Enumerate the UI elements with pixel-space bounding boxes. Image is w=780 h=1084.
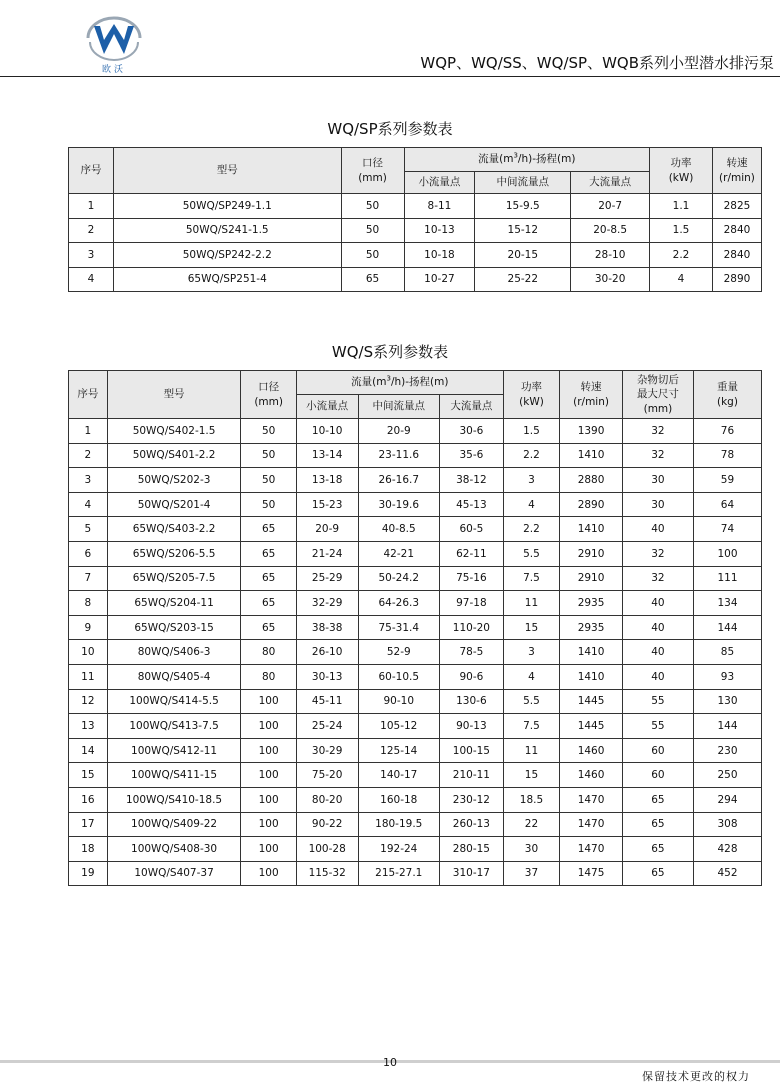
table-cell: 100-28 — [296, 837, 358, 862]
table-cell: 65 — [241, 566, 296, 591]
table-cell: 1 — [69, 419, 108, 444]
table-cell: 26-16.7 — [358, 468, 440, 493]
table-cell: 28-10 — [571, 243, 650, 268]
table-cell: 100 — [241, 738, 296, 763]
table-cell: 4 — [503, 492, 559, 517]
table-cell: 90-22 — [296, 812, 358, 837]
table-cell: 30-13 — [296, 664, 358, 689]
table-cell: 1460 — [560, 763, 623, 788]
table-cell: 2910 — [560, 566, 623, 591]
table-cell: 4 — [69, 267, 114, 292]
header-rule — [0, 76, 780, 77]
table-cell: 11 — [503, 591, 559, 616]
table-cell: 1470 — [560, 787, 623, 812]
table-cell: 40 — [622, 615, 693, 640]
table-cell: 4 — [503, 664, 559, 689]
table-cell: 18 — [69, 837, 108, 862]
table-row — [69, 566, 762, 591]
header-caliber: 口径 (mm) — [241, 371, 296, 419]
table-cell: 1410 — [560, 640, 623, 665]
logo-text: 欧沃 — [101, 65, 126, 75]
table-cell: 75-31.4 — [358, 615, 440, 640]
table-cell: 50 — [241, 443, 296, 468]
table-row — [69, 615, 762, 640]
table-cell: 144 — [693, 714, 761, 739]
table-cell: 10-27 — [404, 267, 475, 292]
table-cell: 2935 — [560, 615, 623, 640]
table-cell: 308 — [693, 812, 761, 837]
table-cell: 20-9 — [358, 419, 440, 444]
header-weight: 重量 (kg) — [693, 371, 761, 419]
table-cell: 100-15 — [440, 738, 504, 763]
table-cell: 2890 — [560, 492, 623, 517]
table-cell: 50WQ/S201-4 — [107, 492, 241, 517]
table-cell: 90-6 — [440, 664, 504, 689]
table-cell: 20-8.5 — [571, 218, 650, 243]
table-cell: 50-24.2 — [358, 566, 440, 591]
table-cell: 45-11 — [296, 689, 358, 714]
table-cell: 2825 — [712, 194, 761, 219]
table-cell: 32 — [622, 419, 693, 444]
table-cell: 100WQ/S408-30 — [107, 837, 241, 862]
wq-s-parameter-table — [68, 370, 762, 886]
table-cell: 7 — [69, 566, 108, 591]
table-cell: 100WQ/S413-7.5 — [107, 714, 241, 739]
table-cell: 100 — [241, 689, 296, 714]
table-cell: 50 — [241, 492, 296, 517]
table-cell: 100 — [241, 837, 296, 862]
table-cell: 110-20 — [440, 615, 504, 640]
table-row — [69, 443, 762, 468]
table-cell: 26-10 — [296, 640, 358, 665]
table-cell: 42-21 — [358, 541, 440, 566]
table-cell: 13 — [69, 714, 108, 739]
table-cell: 40 — [622, 640, 693, 665]
table-cell: 75-20 — [296, 763, 358, 788]
header-large-flow: 大流量点 — [571, 172, 650, 194]
table-cell: 2880 — [560, 468, 623, 493]
header-speed: 转速 (r/min) — [712, 148, 761, 194]
table-cell: 30 — [503, 837, 559, 862]
header-flow-head: 流量$(m^3/h)-$扬程(m) — [404, 148, 650, 172]
table-cell: 80WQ/S405-4 — [107, 664, 241, 689]
table-cell: 90-10 — [358, 689, 440, 714]
table-cell: 23-11.6 — [358, 443, 440, 468]
table-cell: 100WQ/S410-18.5 — [107, 787, 241, 812]
table-cell: 65WQ/SP251-4 — [113, 267, 341, 292]
table-cell: 50 — [241, 468, 296, 493]
table-cell: 1470 — [560, 812, 623, 837]
table-cell: 64-26.3 — [358, 591, 440, 616]
table-row — [69, 714, 762, 739]
table-cell: 30 — [622, 468, 693, 493]
table-cell: 10-10 — [296, 419, 358, 444]
table-cell: 30 — [622, 492, 693, 517]
table-cell: 25-24 — [296, 714, 358, 739]
table-cell: 62-11 — [440, 541, 504, 566]
table-cell: 180-19.5 — [358, 812, 440, 837]
table-cell: 111 — [693, 566, 761, 591]
table-cell: 250 — [693, 763, 761, 788]
table-cell: 5 — [69, 517, 108, 542]
table-cell: 65WQ/S204-11 — [107, 591, 241, 616]
table-cell: 130 — [693, 689, 761, 714]
table-cell: 2890 — [712, 267, 761, 292]
table-cell: 45-13 — [440, 492, 504, 517]
table-cell: 80 — [241, 640, 296, 665]
table-cell: 65 — [622, 812, 693, 837]
table-cell: 65WQ/S205-7.5 — [107, 566, 241, 591]
table-cell: 19 — [69, 861, 108, 886]
header-speed: 转速 (r/min) — [560, 371, 623, 419]
table-cell: 5.5 — [503, 541, 559, 566]
table-cell: 1410 — [560, 443, 623, 468]
table-cell: 40 — [622, 664, 693, 689]
table-row — [69, 837, 762, 862]
table-cell: 40 — [622, 591, 693, 616]
table-cell: 64 — [693, 492, 761, 517]
table-cell: 15-23 — [296, 492, 358, 517]
table-cell: 100 — [241, 714, 296, 739]
table-cell: 65 — [241, 591, 296, 616]
table-cell: 60 — [622, 738, 693, 763]
table-row — [69, 541, 762, 566]
table-cell: 50WQ/SP249-1.1 — [113, 194, 341, 219]
table-cell: 50WQ/S202-3 — [107, 468, 241, 493]
table2-body — [69, 419, 762, 886]
table-cell: 10WQ/S407-37 — [107, 861, 241, 886]
table-cell: 80 — [241, 664, 296, 689]
table-cell: 3 — [69, 468, 108, 493]
table-cell: 65 — [622, 837, 693, 862]
table-cell: 65 — [241, 541, 296, 566]
table-row — [69, 812, 762, 837]
table-cell: 2910 — [560, 541, 623, 566]
table-cell: 65WQ/S206-5.5 — [107, 541, 241, 566]
table-cell: 2.2 — [503, 443, 559, 468]
table-cell: 12 — [69, 689, 108, 714]
table-cell: 4 — [69, 492, 108, 517]
table-cell: 1390 — [560, 419, 623, 444]
table-cell: 100WQ/S412-11 — [107, 738, 241, 763]
table-cell: 100 — [693, 541, 761, 566]
table-cell: 50 — [341, 243, 404, 268]
wq-sp-parameter-table — [68, 147, 762, 292]
header-power: 功率 (kW) — [650, 148, 713, 194]
table-cell: 144 — [693, 615, 761, 640]
table-cell: 1.5 — [503, 419, 559, 444]
table-row — [69, 194, 762, 219]
table-cell: 65 — [241, 517, 296, 542]
table-cell: 65 — [241, 615, 296, 640]
table-cell: 5.5 — [503, 689, 559, 714]
table-cell: 50WQ/S401-2.2 — [107, 443, 241, 468]
table-cell: 1445 — [560, 689, 623, 714]
table-cell: 125-14 — [358, 738, 440, 763]
table-cell: 1445 — [560, 714, 623, 739]
page-number: 10 — [383, 1056, 397, 1069]
table-cell: 1460 — [560, 738, 623, 763]
table-cell: 140-17 — [358, 763, 440, 788]
table-cell: 65WQ/S203-15 — [107, 615, 241, 640]
table-row — [69, 517, 762, 542]
table-cell: 97-18 — [440, 591, 504, 616]
table-cell: 11 — [503, 738, 559, 763]
table-cell: 15 — [69, 763, 108, 788]
table-cell: 35-6 — [440, 443, 504, 468]
header-power: 功率 (kW) — [503, 371, 559, 419]
table-row — [69, 787, 762, 812]
table-cell: 15 — [503, 615, 559, 640]
table-cell: 1410 — [560, 517, 623, 542]
table-cell: 50 — [341, 218, 404, 243]
table-cell: 100 — [241, 861, 296, 886]
table-row — [69, 419, 762, 444]
table-cell: 32 — [622, 541, 693, 566]
document-title: WQP、WQ/SS、WQ/SP、WQB系列小型潜水排污泵 — [420, 54, 774, 72]
table-row — [69, 492, 762, 517]
table-cell: 428 — [693, 837, 761, 862]
table-cell: 40-8.5 — [358, 517, 440, 542]
table-cell: 30-6 — [440, 419, 504, 444]
table-cell: 50WQ/SP242-2.2 — [113, 243, 341, 268]
table-cell: 280-15 — [440, 837, 504, 862]
table-cell: 65 — [341, 267, 404, 292]
table-cell: 20-7 — [571, 194, 650, 219]
table-cell: 30-29 — [296, 738, 358, 763]
table1-title: WQ/SP系列参数表 — [327, 120, 453, 138]
header-small-flow: 小流量点 — [404, 172, 475, 194]
table-cell: 452 — [693, 861, 761, 886]
table-cell: 115-32 — [296, 861, 358, 886]
table-cell: 11 — [69, 664, 108, 689]
table-cell: 60-5 — [440, 517, 504, 542]
table-cell: 32 — [622, 443, 693, 468]
header-model: 型号 — [107, 371, 241, 419]
table-cell: 80WQ/S406-3 — [107, 640, 241, 665]
table-cell: 260-13 — [440, 812, 504, 837]
table-cell: 130-6 — [440, 689, 504, 714]
table-cell: 294 — [693, 787, 761, 812]
table-cell: 3 — [503, 468, 559, 493]
header-caliber: 口径 (mm) — [341, 148, 404, 194]
table-cell: 37 — [503, 861, 559, 886]
table-cell: 55 — [622, 714, 693, 739]
table-cell: 192-24 — [358, 837, 440, 862]
table-cell: 8 — [69, 591, 108, 616]
table-row — [69, 218, 762, 243]
table-cell: 100 — [241, 812, 296, 837]
table-cell: 65WQ/S403-2.2 — [107, 517, 241, 542]
table-cell: 85 — [693, 640, 761, 665]
table-cell: 100 — [241, 787, 296, 812]
table-cell: 50WQ/S241-1.5 — [113, 218, 341, 243]
table-cell: 2 — [69, 218, 114, 243]
header-no: 序号 — [69, 371, 108, 419]
table-cell: 60-10.5 — [358, 664, 440, 689]
table-cell: 3 — [69, 243, 114, 268]
table-row — [69, 640, 762, 665]
table-cell: 52-9 — [358, 640, 440, 665]
table-row — [69, 591, 762, 616]
table-cell: 25-22 — [475, 267, 571, 292]
table-cell: 93 — [693, 664, 761, 689]
table-cell: 105-12 — [358, 714, 440, 739]
table-cell: 32-29 — [296, 591, 358, 616]
table-cell: 17 — [69, 812, 108, 837]
table-cell: 100 — [241, 763, 296, 788]
table-row — [69, 468, 762, 493]
table-cell: 2 — [69, 443, 108, 468]
table-cell: 2.2 — [650, 243, 713, 268]
table-cell: 3 — [503, 640, 559, 665]
table-cell: 1.5 — [650, 218, 713, 243]
table-cell: 50 — [241, 419, 296, 444]
table-cell: 38-38 — [296, 615, 358, 640]
table-cell: 1410 — [560, 664, 623, 689]
table-cell: 30-19.6 — [358, 492, 440, 517]
header-mid-flow: 中间流量点 — [475, 172, 571, 194]
table-cell: 230 — [693, 738, 761, 763]
table-cell: 15-12 — [475, 218, 571, 243]
table-cell: 60 — [622, 763, 693, 788]
table-cell: 20-9 — [296, 517, 358, 542]
table-cell: 2.2 — [503, 517, 559, 542]
table-cell: 10 — [69, 640, 108, 665]
header-flow-head: 流量$(m^3/h)-$扬程(m) — [296, 371, 503, 395]
header-no: 序号 — [69, 148, 114, 194]
header-mid-flow: 中间流量点 — [358, 395, 440, 419]
table-cell: 50WQ/S402-1.5 — [107, 419, 241, 444]
table-cell: 76 — [693, 419, 761, 444]
table-cell: 6 — [69, 541, 108, 566]
table-row — [69, 243, 762, 268]
table-cell: 75-16 — [440, 566, 504, 591]
table-row — [69, 267, 762, 292]
table-cell: 90-13 — [440, 714, 504, 739]
table-cell: 2840 — [712, 243, 761, 268]
table-row — [69, 738, 762, 763]
table-cell: 7.5 — [503, 566, 559, 591]
table-cell: 40 — [622, 517, 693, 542]
table-cell: 16 — [69, 787, 108, 812]
table-cell: 9 — [69, 615, 108, 640]
table-cell: 78-5 — [440, 640, 504, 665]
table-cell: 7.5 — [503, 714, 559, 739]
table-cell: 13-18 — [296, 468, 358, 493]
table-cell: 15 — [503, 763, 559, 788]
table-cell: 20-15 — [475, 243, 571, 268]
table-cell: 1 — [69, 194, 114, 219]
table-cell: 100WQ/S414-5.5 — [107, 689, 241, 714]
table-cell: 22 — [503, 812, 559, 837]
table-cell: 1475 — [560, 861, 623, 886]
table-cell: 100WQ/S411-15 — [107, 763, 241, 788]
table-cell: 14 — [69, 738, 108, 763]
table-cell: 30-20 — [571, 267, 650, 292]
table-cell: 2840 — [712, 218, 761, 243]
company-logo — [84, 16, 144, 74]
table-cell: 65 — [622, 787, 693, 812]
table-cell: 10-13 — [404, 218, 475, 243]
table-row — [69, 689, 762, 714]
table-cell: 100WQ/S409-22 — [107, 812, 241, 837]
table-cell: 65 — [622, 861, 693, 886]
table-cell: 18.5 — [503, 787, 559, 812]
table-cell: 74 — [693, 517, 761, 542]
table-cell: 55 — [622, 689, 693, 714]
table-cell: 59 — [693, 468, 761, 493]
header-model: 型号 — [113, 148, 341, 194]
table-cell: 50 — [341, 194, 404, 219]
table-cell: 1.1 — [650, 194, 713, 219]
table-row — [69, 664, 762, 689]
table-cell: 10-18 — [404, 243, 475, 268]
table-cell: 78 — [693, 443, 761, 468]
table-cell: 215-27.1 — [358, 861, 440, 886]
header-small-flow: 小流量点 — [296, 395, 358, 419]
footer-note: 保留技术更改的权力 — [642, 1070, 750, 1083]
logo-emblem-icon — [84, 16, 144, 62]
table-cell: 38-12 — [440, 468, 504, 493]
table-cell: 80-20 — [296, 787, 358, 812]
table-cell: 210-11 — [440, 763, 504, 788]
table-cell: 8-11 — [404, 194, 475, 219]
table-row — [69, 763, 762, 788]
table-cell: 2935 — [560, 591, 623, 616]
table-cell: 4 — [650, 267, 713, 292]
table1-body — [69, 194, 762, 292]
table-cell: 15-9.5 — [475, 194, 571, 219]
table-cell: 310-17 — [440, 861, 504, 886]
table2-title: WQ/S系列参数表 — [331, 343, 449, 361]
header-large-flow: 大流量点 — [440, 395, 504, 419]
table-row — [69, 861, 762, 886]
table-cell: 134 — [693, 591, 761, 616]
table-cell: 32 — [622, 566, 693, 591]
table-cell: 230-12 — [440, 787, 504, 812]
table-cell: 160-18 — [358, 787, 440, 812]
table-cell: 1470 — [560, 837, 623, 862]
table-cell: 25-29 — [296, 566, 358, 591]
table-cell: 21-24 — [296, 541, 358, 566]
table-cell: 13-14 — [296, 443, 358, 468]
header-max-solids: 杂物切后 最大尺寸 (mm) — [622, 371, 693, 419]
